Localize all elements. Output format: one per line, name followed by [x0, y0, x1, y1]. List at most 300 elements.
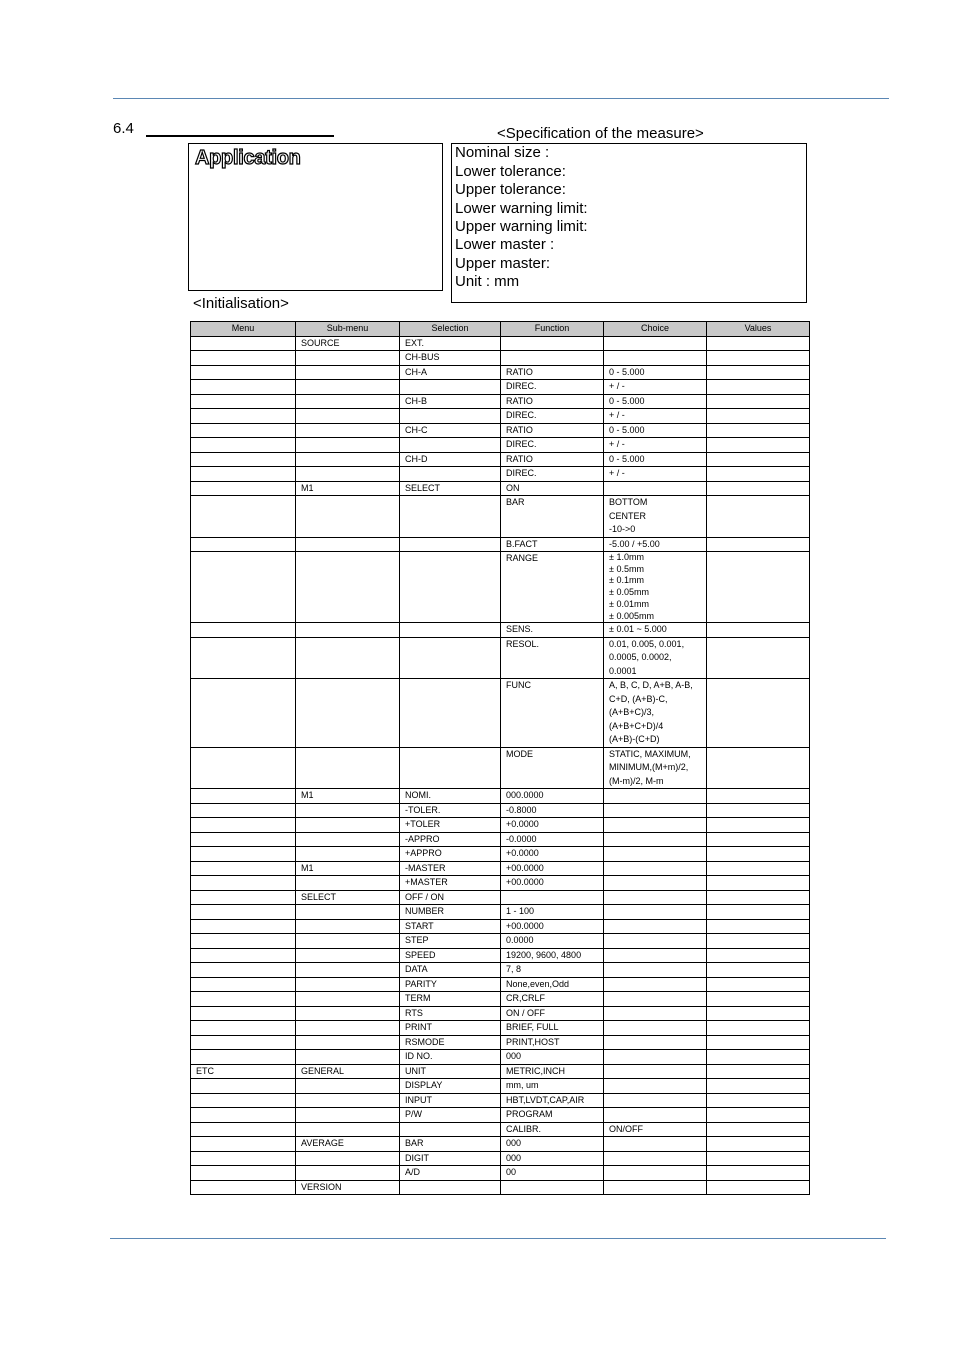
cell-selection: [400, 679, 501, 748]
table-row: [191, 552, 810, 623]
cell-choice: [604, 1006, 707, 1021]
spec-lower-master: Lower master :: [455, 236, 555, 253]
cell-values: [707, 1166, 810, 1181]
cell-menu: [191, 876, 296, 891]
table-row: [191, 992, 810, 1007]
cell-menu: [191, 963, 296, 978]
cell-selection: [400, 409, 501, 424]
table-row: [191, 623, 810, 638]
cell-values: [707, 336, 810, 351]
cell-selection: RSMODE: [400, 1035, 501, 1050]
cell-selection: [400, 1180, 501, 1195]
cell-values: [707, 1180, 810, 1195]
cell-menu: [191, 365, 296, 380]
cell-choice: [604, 1064, 707, 1079]
section-title-underline: [146, 135, 334, 137]
table-row: [191, 1180, 810, 1195]
cell-selection: START: [400, 919, 501, 934]
cell-sub-menu: [296, 977, 400, 992]
cell-menu: [191, 861, 296, 876]
table-row: [191, 496, 810, 538]
table-row: [191, 423, 810, 438]
cell-menu: [191, 1137, 296, 1152]
cell-sub-menu: [296, 1021, 400, 1036]
cell-sub-menu: [296, 905, 400, 920]
cell-values: [707, 1108, 810, 1123]
cell-line: 0.0001: [609, 665, 637, 676]
cell-function: ON: [501, 481, 604, 496]
cell-menu: [191, 847, 296, 862]
cell-menu: [191, 1166, 296, 1181]
cell-menu: [191, 905, 296, 920]
table-row: [191, 1122, 810, 1137]
cell-menu: [191, 552, 296, 623]
table-row: [191, 409, 810, 424]
cell-choice: [604, 948, 707, 963]
cell-line: ± 0.05mm: [609, 587, 649, 598]
cell-sub-menu: [296, 1035, 400, 1050]
cell-selection: -TOLER.: [400, 803, 501, 818]
cell-menu: [191, 1079, 296, 1094]
cell-menu: [191, 977, 296, 992]
header-rule: [113, 98, 889, 99]
cell-function: 000: [501, 1050, 604, 1065]
cell-selection: [400, 747, 501, 789]
cell-line: ± 0.005mm: [609, 610, 654, 621]
initialisation-title: <Initialisation>: [193, 295, 289, 312]
table-row: [191, 1137, 810, 1152]
cell-function: 7, 8: [501, 963, 604, 978]
cell-function: None,even,Odd: [501, 977, 604, 992]
cell-selection: DIGIT: [400, 1151, 501, 1166]
cell-sub-menu: [296, 1006, 400, 1021]
cell-function: +0.0000: [501, 818, 604, 833]
cell-menu: [191, 1180, 296, 1195]
cell-choice: [604, 552, 707, 623]
cell-values: [707, 963, 810, 978]
cell-sub-menu: [296, 438, 400, 453]
table-row: [191, 481, 810, 496]
table-row: [191, 876, 810, 891]
cell-sub-menu: [296, 992, 400, 1007]
cell-function: 1 - 100: [501, 905, 604, 920]
cell-function: DIREC.: [501, 467, 604, 482]
spec-lower-warning-limit: Lower warning limit:: [455, 200, 588, 217]
header-selection: Selection: [400, 322, 501, 337]
cell-sub-menu: [296, 919, 400, 934]
cell-selection: EXT.: [400, 336, 501, 351]
table-row: [191, 365, 810, 380]
cell-values: [707, 1035, 810, 1050]
cell-function: 000: [501, 1137, 604, 1152]
cell-sub-menu: [296, 452, 400, 467]
cell-sub-menu: [296, 1079, 400, 1094]
cell-function: [501, 1180, 604, 1195]
table-row: [191, 380, 810, 395]
cell-choice: [604, 1137, 707, 1152]
cell-selection: ID NO.: [400, 1050, 501, 1065]
cell-selection: [400, 637, 501, 679]
cell-sub-menu: SOURCE: [296, 336, 400, 351]
cell-function: RATIO: [501, 423, 604, 438]
spec-box: [451, 143, 807, 303]
cell-selection: +MASTER: [400, 876, 501, 891]
cell-function: mm, um: [501, 1079, 604, 1094]
cell-values: [707, 1050, 810, 1065]
cell-sub-menu: SELECT: [296, 890, 400, 905]
cell-menu: [191, 394, 296, 409]
cell-choice: [604, 1108, 707, 1123]
cell-choice: + / -: [604, 380, 707, 395]
cell-values: [707, 992, 810, 1007]
cell-menu: [191, 423, 296, 438]
cell-choice: [604, 1079, 707, 1094]
cell-selection: CH-A: [400, 365, 501, 380]
table-row: [191, 948, 810, 963]
cell-menu: [191, 890, 296, 905]
cell-line: -10->0: [609, 524, 636, 534]
table-row: [191, 789, 810, 804]
cell-choice: [604, 1050, 707, 1065]
cell-menu: [191, 1122, 296, 1137]
table-row: [191, 747, 810, 789]
cell-choice: [604, 351, 707, 366]
cell-sub-menu: [296, 876, 400, 891]
spec-lower-tolerance: Lower tolerance:: [455, 163, 566, 180]
cell-line: ± 0.5mm: [609, 563, 644, 574]
cell-choice: [604, 496, 707, 538]
cell-choice: [604, 963, 707, 978]
cell-menu: [191, 438, 296, 453]
table-row: [191, 934, 810, 949]
cell-menu: [191, 623, 296, 638]
cell-line: (A+B+C)/3,: [609, 707, 655, 718]
cell-values: [707, 1151, 810, 1166]
cell-sub-menu: [296, 394, 400, 409]
cell-line: MINIMUM,(M+m)/2,: [609, 762, 689, 773]
cell-sub-menu: VERSION: [296, 1180, 400, 1195]
header-choice: Choice: [604, 322, 707, 337]
cell-function: 00: [501, 1166, 604, 1181]
cell-menu: [191, 818, 296, 833]
cell-menu: [191, 409, 296, 424]
table-row: [191, 1035, 810, 1050]
cell-function: METRIC,INCH: [501, 1064, 604, 1079]
cell-choice: 0 - 5.000: [604, 394, 707, 409]
cell-choice: + / -: [604, 467, 707, 482]
cell-function: 19200, 9600, 4800: [501, 948, 604, 963]
cell-selection: [400, 496, 501, 538]
cell-line: CENTER: [609, 510, 647, 521]
cell-sub-menu: [296, 934, 400, 949]
cell-sub-menu: [296, 1122, 400, 1137]
header-function: Function: [501, 322, 604, 337]
cell-line: 0.01, 0.005, 0.001,: [609, 638, 685, 649]
cell-values: [707, 905, 810, 920]
cell-selection: PRINT: [400, 1021, 501, 1036]
cell-menu: [191, 481, 296, 496]
cell-values: [707, 679, 810, 748]
cell-choice: [604, 1166, 707, 1181]
cell-function: ON / OFF: [501, 1006, 604, 1021]
cell-choice: [604, 977, 707, 992]
cell-menu: ETC: [191, 1064, 296, 1079]
cell-selection: CH-C: [400, 423, 501, 438]
cell-sub-menu: [296, 637, 400, 679]
table-row: [191, 919, 810, 934]
cell-function: CALIBR.: [501, 1122, 604, 1137]
cell-sub-menu: [296, 1050, 400, 1065]
cell-sub-menu: [296, 467, 400, 482]
table-row: [191, 1093, 810, 1108]
table-row: [191, 1021, 810, 1036]
spec-upper-master: Upper master:: [455, 255, 551, 272]
cell-function: DIREC.: [501, 438, 604, 453]
cell-sub-menu: [296, 351, 400, 366]
cell-selection: [400, 537, 501, 552]
cell-function: CR,CRLF: [501, 992, 604, 1007]
cell-sub-menu: [296, 803, 400, 818]
cell-values: [707, 365, 810, 380]
cell-values: [707, 467, 810, 482]
cell-sub-menu: M1: [296, 481, 400, 496]
cell-menu: [191, 351, 296, 366]
cell-choice: + / -: [604, 409, 707, 424]
cell-selection: CH-B: [400, 394, 501, 409]
cell-selection: [400, 467, 501, 482]
cell-menu: [191, 496, 296, 538]
cell-function: HBT,LVDT,CAP,AIR: [501, 1093, 604, 1108]
table-row: [191, 351, 810, 366]
cell-function: PRINT,HOST: [501, 1035, 604, 1050]
cell-function: -0.8000: [501, 803, 604, 818]
cell-values: [707, 747, 810, 789]
cell-line: (A+B+C+D)/4: [609, 720, 664, 731]
table-row: [191, 394, 810, 409]
cell-selection: P/W: [400, 1108, 501, 1123]
cell-values: [707, 438, 810, 453]
section-number: 6.4: [113, 120, 134, 137]
cell-sub-menu: [296, 1108, 400, 1123]
cell-function: 000.0000: [501, 789, 604, 804]
cell-choice: [604, 876, 707, 891]
cell-menu: [191, 637, 296, 679]
table-row: [191, 537, 810, 552]
cell-menu: [191, 1021, 296, 1036]
cell-function: +00.0000: [501, 919, 604, 934]
cell-menu: [191, 832, 296, 847]
cell-selection: [400, 623, 501, 638]
cell-menu: [191, 934, 296, 949]
table-row: [191, 452, 810, 467]
cell-selection: A/D: [400, 1166, 501, 1181]
table-row: [191, 861, 810, 876]
cell-choice: [604, 679, 707, 748]
table-row: [191, 467, 810, 482]
cell-function: -0.0000: [501, 832, 604, 847]
table-row: [191, 336, 810, 351]
table-row: [191, 1050, 810, 1065]
table-row: [191, 1006, 810, 1021]
cell-line: ± 1.0mm: [609, 552, 644, 562]
cell-values: [707, 789, 810, 804]
cell-choice: [604, 919, 707, 934]
cell-line: A, B, C, D, A+B, A-B,: [609, 680, 693, 691]
cell-selection: DATA: [400, 963, 501, 978]
cell-values: [707, 623, 810, 638]
cell-sub-menu: [296, 552, 400, 623]
cell-selection: NOMI.: [400, 789, 501, 804]
cell-values: [707, 934, 810, 949]
cell-selection: UNIT: [400, 1064, 501, 1079]
cell-sub-menu: [296, 963, 400, 978]
cell-values: [707, 496, 810, 538]
cell-menu: [191, 1151, 296, 1166]
cell-choice: 0 - 5.000: [604, 452, 707, 467]
cell-function: FUNC: [501, 679, 604, 748]
cell-function: MODE: [501, 747, 604, 789]
cell-values: [707, 409, 810, 424]
spec-upper-tolerance: Upper tolerance:: [455, 181, 566, 198]
cell-choice: [604, 1035, 707, 1050]
cell-values: [707, 380, 810, 395]
header-sub-menu: Sub-menu: [296, 322, 400, 337]
cell-sub-menu: M1: [296, 789, 400, 804]
cell-function: 000: [501, 1151, 604, 1166]
cell-choice: [604, 637, 707, 679]
table-row: [191, 818, 810, 833]
table-row: [191, 1166, 810, 1181]
header-menu: Menu: [191, 322, 296, 337]
cell-menu: [191, 336, 296, 351]
cell-line: STATIC, MAXIMUM,: [609, 748, 691, 759]
cell-function: [501, 351, 604, 366]
cell-sub-menu: [296, 380, 400, 395]
table-header-row: [191, 322, 810, 337]
cell-sub-menu: [296, 818, 400, 833]
cell-line: ± 0.01mm: [609, 598, 649, 609]
cell-sub-menu: [296, 409, 400, 424]
cell-sub-menu: [296, 423, 400, 438]
cell-selection: CH-BUS: [400, 351, 501, 366]
cell-choice: [604, 1021, 707, 1036]
cell-sub-menu: [296, 537, 400, 552]
cell-choice: [604, 803, 707, 818]
cell-menu: [191, 452, 296, 467]
cell-choice: [604, 336, 707, 351]
cell-sub-menu: [296, 496, 400, 538]
cell-function: +00.0000: [501, 876, 604, 891]
cell-selection: OFF / ON: [400, 890, 501, 905]
cell-values: [707, 423, 810, 438]
cell-function: SENS.: [501, 623, 604, 638]
cell-values: [707, 351, 810, 366]
cell-selection: INPUT: [400, 1093, 501, 1108]
cell-menu: [191, 1050, 296, 1065]
cell-choice: -5.00 / +5.00: [604, 537, 707, 552]
table-row: [191, 832, 810, 847]
cell-menu: [191, 992, 296, 1007]
cell-line: (A+B)-(C+D): [609, 734, 660, 745]
cell-menu: [191, 380, 296, 395]
cell-selection: +TOLER: [400, 818, 501, 833]
cell-choice: [604, 1151, 707, 1166]
cell-sub-menu: [296, 623, 400, 638]
spec-upper-warning-limit: Upper warning limit:: [455, 218, 588, 235]
cell-values: [707, 948, 810, 963]
cell-values: [707, 1064, 810, 1079]
cell-function: RANGE: [501, 552, 604, 623]
table-row: [191, 1064, 810, 1079]
cell-menu: [191, 1006, 296, 1021]
cell-choice: [604, 905, 707, 920]
cell-menu: [191, 1108, 296, 1123]
cell-values: [707, 1079, 810, 1094]
cell-function: B.FACT: [501, 537, 604, 552]
footer-rule: [110, 1238, 886, 1239]
cell-choice: [604, 832, 707, 847]
cell-choice: [604, 890, 707, 905]
initialisation-table: [190, 321, 810, 1195]
cell-function: BRIEF, FULL: [501, 1021, 604, 1036]
table-row: [191, 1151, 810, 1166]
cell-function: PROGRAM: [501, 1108, 604, 1123]
cell-selection: +APPRO: [400, 847, 501, 862]
cell-values: [707, 803, 810, 818]
header-values: Values: [707, 322, 810, 337]
cell-function: [501, 336, 604, 351]
cell-values: [707, 452, 810, 467]
cell-selection: RTS: [400, 1006, 501, 1021]
cell-menu: [191, 1035, 296, 1050]
table-row: [191, 679, 810, 748]
cell-selection: BAR: [400, 1137, 501, 1152]
cell-selection: -APPRO: [400, 832, 501, 847]
table-row: [191, 1079, 810, 1094]
cell-selection: [400, 1122, 501, 1137]
cell-choice: + / -: [604, 438, 707, 453]
cell-values: [707, 1137, 810, 1152]
cell-choice: 0 - 5.000: [604, 365, 707, 380]
cell-choice: [604, 992, 707, 1007]
cell-choice: [604, 847, 707, 862]
cell-choice: [604, 789, 707, 804]
cell-choice: 0 - 5.000: [604, 423, 707, 438]
cell-menu: [191, 537, 296, 552]
cell-values: [707, 481, 810, 496]
cell-menu: [191, 803, 296, 818]
cell-function: [501, 890, 604, 905]
cell-sub-menu: [296, 365, 400, 380]
cell-function: RATIO: [501, 452, 604, 467]
application-box: [188, 143, 443, 291]
cell-menu: [191, 948, 296, 963]
cell-sub-menu: [296, 1093, 400, 1108]
cell-selection: -MASTER: [400, 861, 501, 876]
table-row: [191, 963, 810, 978]
cell-choice: [604, 481, 707, 496]
cell-selection: CH-D: [400, 452, 501, 467]
cell-sub-menu: [296, 948, 400, 963]
cell-line: C+D, (A+B)-C,: [609, 693, 668, 704]
table-row: [191, 977, 810, 992]
cell-choice: [604, 861, 707, 876]
cell-values: [707, 847, 810, 862]
cell-selection: [400, 438, 501, 453]
table-body: [191, 336, 810, 1195]
spec-unit: Unit : mm: [455, 273, 520, 290]
cell-choice: ± 0.01 ~ 5.000: [604, 623, 707, 638]
